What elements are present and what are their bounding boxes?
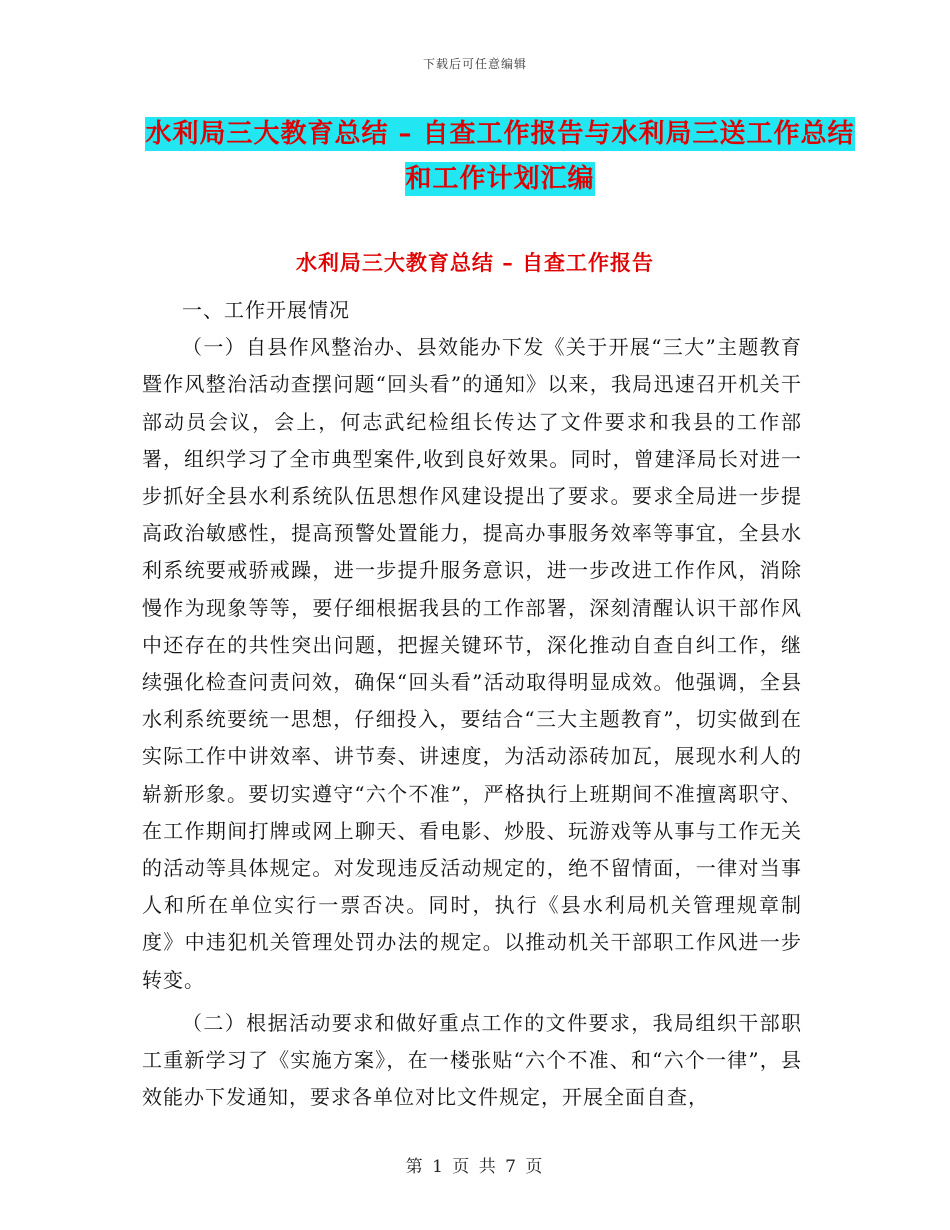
document-title-text: 水利局三大教育总结 – 自查工作报告与水利局三送工作总结和工作计划汇编	[145, 119, 855, 194]
paragraph-1: （一）自县作风整治办、县效能办下发《关于开展“三大”主题教育暨作风整治活动查摆问题“回头看”的通知》以来，我局迅速召开机关干部动员会议，会上，何志武纪检组长传达了文件要求和我县的工作部署，组织学习了全市典型案件,收到良好效果。同时，曾建泽局长对进一步抓好全县水利系统队伍思想作风建设提出了要求。要求全局进一步提高政治敏感性，提高预警处置能力，提高办事服务效率等事宜，全县水利系统要戒骄戒躁，进一步提升服务意识，进一步改进工作作风，消除慢作为现象等等，要仔细根据我县的工作部署，深刻清醒认识干部作风中还存在的共性突出问题，把握关键环节，深化推动自查自纠工作，继续强化检查问责问效，确保“回头看”活动取得明显成效。他强调，全县水利系统要统一思想，仔细投入，要结合“三大主题教育”，切实做到在实际工作中讲效率、讲节奏、讲速度，为活动添砖加瓦，展现水利人的崭新形象。要切实遵守“六个不准”，严格执行上班期间不准擅离职守、在工作期间打牌或网上聊天、看电影、炒股、玩游戏等从事与工作无关的活动等具体规定。对发现违反活动规定的，绝不留情面，一律对当事人和所在单位实行一票否决。同时，执行《县水利局机关管理规章制度》中违犯机关管理处罚办法的规定。以推动机关干部职工作风进一步转变。	[142, 335, 802, 992]
section-heading: 一、工作开展情况	[182, 298, 350, 322]
page-header-note: 下载后可任意编辑	[422, 57, 527, 71]
document-title	[140, 112, 860, 202]
body-content	[142, 292, 802, 1116]
paragraph-2: （二）根据活动要求和做好重点工作的文件要求，我局组织干部职工重新学习了《实施方案》，在一楼张贴“六个不准、和“六个一律”，县效能办下发通知，要求各单位对比文件规定，开展全面自查，	[142, 1010, 802, 1110]
page-footer: 第 1 页 共 7 页	[405, 1157, 545, 1177]
section-title: 水利局三大教育总结 – 自查工作报告	[295, 250, 655, 275]
